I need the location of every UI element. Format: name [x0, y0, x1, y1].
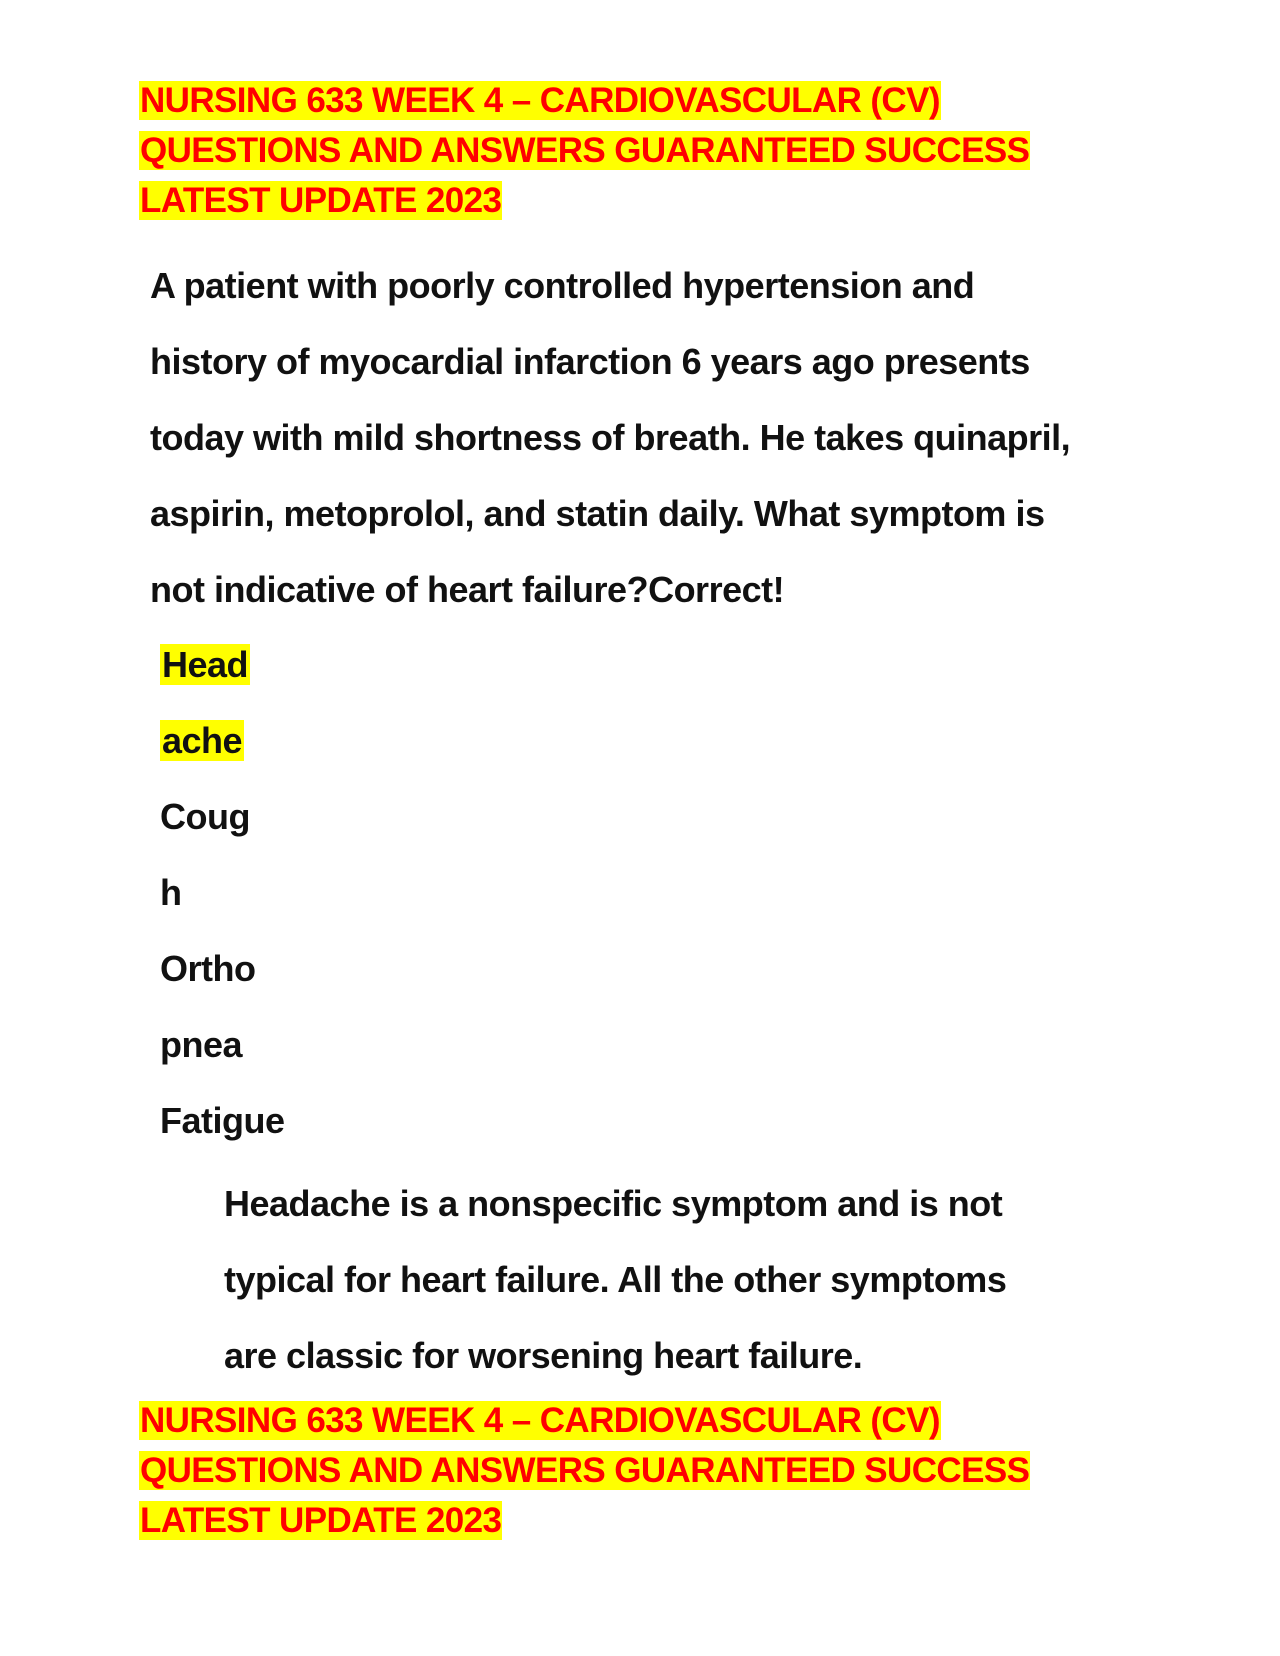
question-line: aspirin, metoprolol, and statin daily. What symptom is — [150, 493, 1045, 534]
option-headache-line-2 — [160, 703, 560, 779]
option-orthopnea-line-1: Ortho — [160, 948, 256, 989]
header-line: QUESTIONS AND ANSWERS GUARANTEED SUCCESS — [140, 131, 1030, 170]
answer-options — [160, 627, 560, 1159]
option-orthopnea-line-2: pnea — [160, 1024, 243, 1065]
option-fatigue: Fatigue — [160, 1100, 285, 1141]
question-line: not indicative of heart failure?Correct! — [150, 569, 785, 610]
question-line: today with mild shortness of breath. He takes quinapril, — [150, 417, 1071, 458]
question-line: history of myocardial infarction 6 years ago presents — [150, 341, 1030, 382]
header-line: NURSING 633 WEEK 4 – CARDIOVASCULAR (CV) — [140, 81, 940, 120]
rationale-line: Headache is a nonspecific symptom and is not — [224, 1183, 1003, 1224]
footer-line: LATEST UPDATE 2023 — [140, 1501, 502, 1540]
option-cough-line-1: Coug — [160, 796, 250, 837]
document-footer-banner — [139, 1396, 1139, 1546]
footer-line: NURSING 633 WEEK 4 – CARDIOVASCULAR (CV) — [140, 1401, 940, 1440]
question-line: A patient with poorly controlled hypertension and — [150, 265, 975, 306]
rationale-line: are classic for worsening heart failure. — [224, 1335, 863, 1376]
footer-line: QUESTIONS AND ANSWERS GUARANTEED SUCCESS — [140, 1451, 1030, 1490]
option-cough-line-2: h — [160, 872, 182, 913]
correct-answer-highlight: ache — [162, 720, 243, 761]
option-headache-line-1 — [160, 627, 560, 703]
answer-rationale — [224, 1166, 1144, 1394]
rationale-line: typical for heart failure. All the other symptoms — [224, 1259, 1007, 1300]
correct-answer-highlight: Head — [162, 644, 249, 685]
header-line: LATEST UPDATE 2023 — [140, 181, 502, 220]
document-header-banner — [139, 76, 1139, 226]
question-text — [150, 248, 1150, 628]
